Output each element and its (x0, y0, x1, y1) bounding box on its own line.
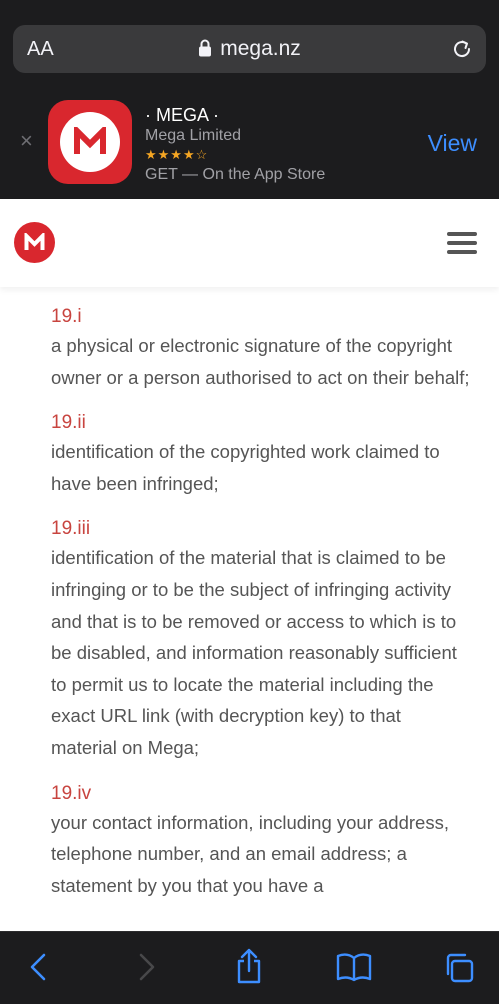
back-arrow-icon[interactable] (27, 952, 51, 987)
browser-bottom-toolbar (0, 931, 499, 1004)
terms-content (51, 304, 471, 931)
clause-19-iv (51, 781, 471, 902)
browser-top-bar (0, 0, 499, 88)
bookmarks-icon[interactable] (336, 952, 372, 987)
clause-19-ii (51, 410, 471, 499)
app-store-banner (0, 88, 499, 199)
mega-app-icon[interactable] (48, 100, 132, 184)
hamburger-menu-icon[interactable] (447, 232, 477, 254)
url-text: mega.nz (220, 37, 301, 60)
banner-close-button[interactable]: × (20, 128, 33, 153)
text-size-label: AA (27, 38, 54, 60)
app-icon-circle (60, 112, 120, 172)
app-get-text: GET — On the App Store (145, 166, 326, 183)
clause-number: 19.ii (51, 412, 86, 434)
clause-text: identification of the material that is claimed to be infringing or to be the subject of infringing activity and that is to be removed or access to which is to be disabled, and information reasonably sufficient to permit us to locate the material including the exact URL link (with decryption key) to that material on Mega; (51, 547, 457, 758)
app-name: · MEGA · (145, 105, 220, 125)
url-display[interactable] (13, 37, 486, 63)
clause-text: your contact information, including your address, telephone number, and an email address; a statement by you that you have a (51, 811, 449, 896)
site-header (0, 199, 499, 287)
share-icon[interactable] (233, 948, 265, 989)
clause-19-i (51, 304, 471, 393)
clause-number: 19.i (51, 306, 82, 327)
mega-logo-icon[interactable] (14, 222, 55, 263)
menu-line (447, 241, 477, 245)
forward-arrow-icon[interactable] (134, 952, 158, 987)
clause-19-iii (51, 516, 471, 763)
menu-line (447, 250, 477, 254)
view-app-button[interactable]: View (427, 130, 477, 156)
clause-text: identification of the copyrighted work claimed to have been infringed; (51, 441, 440, 494)
clause-number: 19.iv (51, 782, 92, 804)
clause-number: 19.iii (51, 518, 91, 540)
menu-line (447, 232, 477, 236)
lock-icon (198, 39, 212, 63)
app-vendor: Mega Limited (145, 127, 242, 144)
tabs-icon[interactable] (443, 952, 475, 989)
address-bar[interactable] (13, 25, 486, 73)
mega-m-icon (74, 127, 106, 157)
clause-text: a physical or electronic signature of the copyright owner or a person authorised to act on their behalf; (51, 335, 470, 388)
rating-stars-icon: ★★★★☆ (145, 147, 209, 162)
reload-icon[interactable] (450, 37, 474, 66)
